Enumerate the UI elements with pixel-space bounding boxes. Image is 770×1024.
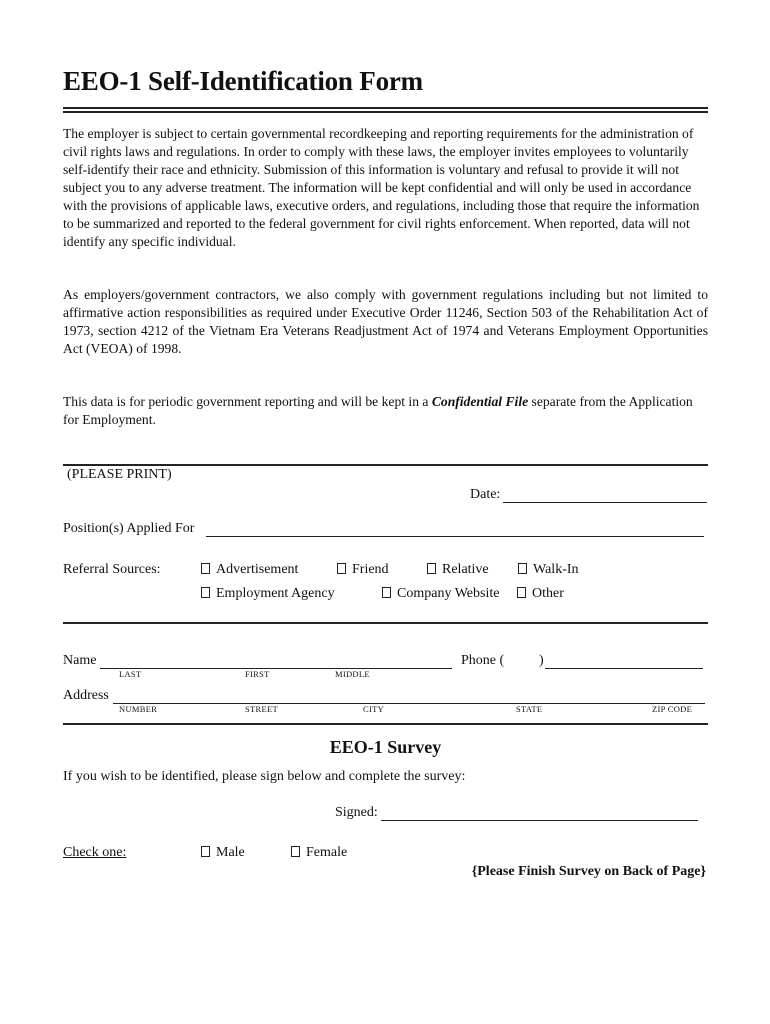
position-field[interactable] <box>206 536 704 537</box>
intro-paragraph-3: This data is for periodic government reporting and will be kept in a Confidential File separate from the Application for Employment. <box>63 394 693 427</box>
referral-company-website-checkbox[interactable]: Company Website <box>382 586 499 602</box>
address-label: Address <box>63 688 109 703</box>
checkbox-icon <box>427 563 436 574</box>
name-last-caption: LAST <box>119 669 142 679</box>
name-label: Name <box>63 653 97 668</box>
address-street-caption: STREET <box>245 704 278 714</box>
section-rule-bottom <box>63 723 708 725</box>
intro-paragraph-2: As employers/government contractors, we also comply with government regulations including but not limited to affirmative action responsibilities as required under Executive Order 11246, Section 503 of the Rehabilitation Act of 1973, section 4212 of the Vietnam Era Veterans Readjustment Act of 1974 and Veterans Employment Opportunities Act (VEOA) of 1998. <box>63 287 708 356</box>
name-first-caption: FIRST <box>245 669 270 679</box>
gender-male-checkbox[interactable]: Male <box>201 845 245 861</box>
address-field[interactable] <box>113 703 705 704</box>
checkbox-icon <box>291 846 300 857</box>
referral-relative-checkbox[interactable]: Relative <box>427 562 489 578</box>
checkbox-icon <box>201 587 210 598</box>
referral-sources-label: Referral Sources: <box>63 562 161 577</box>
date-label: Date: <box>470 487 501 502</box>
position-label: Position(s) Applied For <box>63 521 195 536</box>
title-double-rule <box>63 107 708 115</box>
check-one-label: Check one: <box>63 845 127 860</box>
referral-advertisement-checkbox[interactable]: Advertisement <box>201 562 298 578</box>
survey-instruction: If you wish to be identified, please sign below and complete the survey: <box>63 769 466 784</box>
checkbox-icon <box>201 846 210 857</box>
section-rule-top <box>63 464 708 466</box>
form-page <box>63 0 708 1024</box>
please-print-note: (PLEASE PRINT) <box>67 467 172 482</box>
address-zip-caption: ZIP CODE <box>652 704 693 714</box>
section-rule-middle <box>63 622 708 624</box>
page-title: EEO-1 Self-Identification Form <box>63 66 423 96</box>
name-field[interactable] <box>100 668 452 669</box>
date-field[interactable] <box>503 502 707 503</box>
checkbox-icon <box>382 587 391 598</box>
address-number-caption: NUMBER <box>119 704 158 714</box>
survey-title: EEO-1 Survey <box>329 737 442 757</box>
intro-paragraph-1: The employer is subject to certain governmental recordkeeping and reporting requirements for the administration of civil rights laws and regulations. In order to comply with these laws, the employer invites employees to voluntarily self-identify their race and ethnicity. Submission of this information is voluntary and refusal to provide it will not subject you to any adverse treatment. The information will be kept confidential and will only be used in accordance with the provisions of applicable laws, executive orders, and regulations, including those that require the information to be summarized and reported to the federal government for civil rights enforcement. When reported, data will not identify any specific individual. <box>63 126 700 249</box>
referral-employment-agency-checkbox[interactable]: Employment Agency <box>201 586 335 602</box>
finish-survey-note: {Please Finish Survey on Back of Page} <box>471 864 706 879</box>
referral-other-checkbox[interactable]: Other <box>517 586 564 602</box>
phone-close-paren: ) <box>539 653 544 668</box>
referral-walk-in-checkbox[interactable]: Walk-In <box>518 562 579 578</box>
checkbox-icon <box>337 563 346 574</box>
signature-field[interactable] <box>381 820 698 821</box>
address-city-caption: CITY <box>363 704 385 714</box>
address-state-caption: STATE <box>516 704 543 714</box>
checkbox-icon <box>201 563 210 574</box>
confidential-file-emphasis: Confidential File <box>431 394 529 409</box>
checkbox-icon <box>518 563 527 574</box>
referral-friend-checkbox[interactable]: Friend <box>337 562 389 578</box>
checkbox-icon <box>517 587 526 598</box>
signed-label: Signed: <box>335 805 378 820</box>
phone-field[interactable] <box>545 668 703 669</box>
gender-female-checkbox[interactable]: Female <box>291 845 347 861</box>
name-middle-caption: MIDDLE <box>335 669 370 679</box>
phone-label: Phone ( <box>461 653 505 668</box>
